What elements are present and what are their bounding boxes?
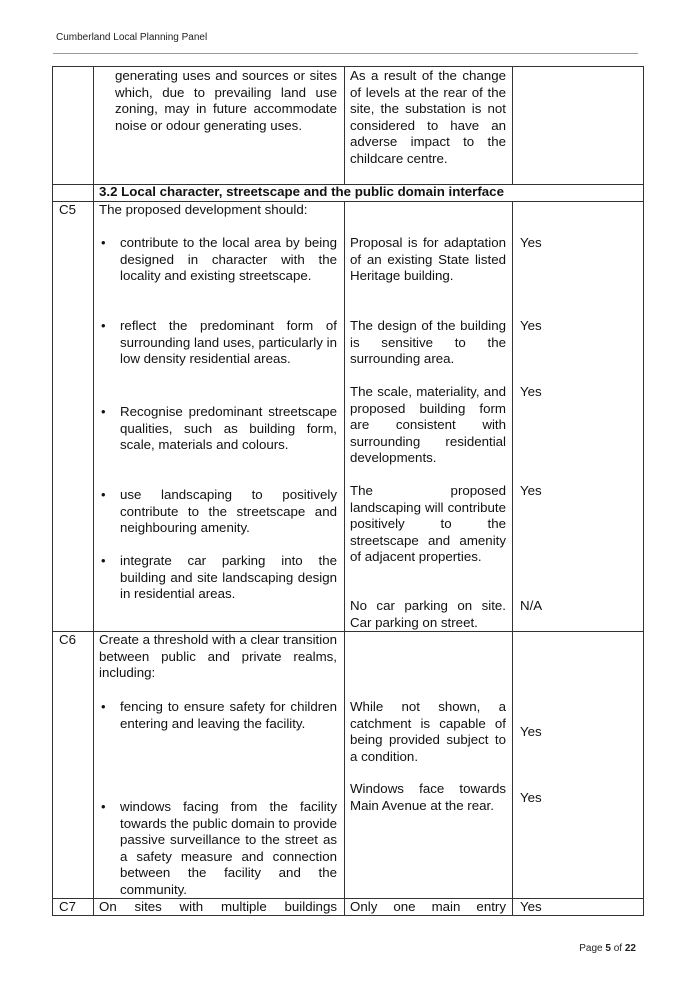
table-column-divider-3b	[512, 201, 513, 915]
c6-bullet-1: fencing to ensure safety for children entering and leaving the facility.	[120, 699, 337, 731]
page-number	[579, 943, 636, 954]
c5-bullet-2: reflect the predominant form of surrounding land uses, particularly in low density residential areas.	[120, 318, 337, 367]
c5-compliance-3: Yes	[520, 384, 542, 399]
c5-compliance-1: Yes	[520, 235, 542, 250]
row-id-c7: C7	[59, 899, 76, 914]
c6-bullet-2: windows facing from the facility towards the public domain to provide passive surveillance to the street as a safety measure and connection between the facility and the community.	[120, 799, 337, 897]
header-divider	[53, 53, 638, 54]
c5-comment-2: The design of the building is sensitive to the surrounding area.	[350, 318, 506, 367]
document-header: Cumberland Local Planning Panel	[56, 32, 208, 43]
c5-comment-5: No car parking on site. Car parking on street.	[350, 598, 506, 630]
bullet-icon: •	[101, 553, 106, 568]
bullet-icon: •	[101, 487, 106, 502]
c7-comment: Only one main entry	[350, 899, 506, 914]
section-heading: 3.2 Local character, streetscape and the public domain interface	[99, 184, 504, 199]
table-column-divider-2b	[344, 201, 345, 915]
total-pages: 22	[624, 943, 636, 954]
table-border-right	[643, 66, 644, 915]
c5-compliance-4: Yes	[520, 483, 542, 498]
continuation-comment: As a result of the change of levels at the rear of the site, the substation is not considered to have an adverse impact to the childcare centre.	[350, 68, 506, 166]
c5-compliance-2: Yes	[520, 318, 542, 333]
c5-comment-1: Proposal is for adaptation of an existing State listed Heritage building.	[350, 235, 506, 284]
c7-intro: On sites with multiple buildings	[99, 899, 337, 914]
c6-compliance-2: Yes	[520, 790, 542, 805]
c5-bullet-1: contribute to the local area by being designed in character with the locality and existing streetscape.	[120, 235, 337, 284]
c7-compliance: Yes	[520, 899, 542, 914]
c5-bullet-5: integrate car parking into the building and site landscaping design in residential areas.	[120, 553, 337, 602]
c5-comment-3: The scale, materiality, and proposed building form are consistent with surrounding residential developments.	[350, 384, 506, 466]
c6-compliance-1: Yes	[520, 724, 542, 739]
row-id-c5: C5	[59, 202, 76, 217]
continuation-requirement-text: generating uses and sources or sites which, due to prevailing land use zoning, may in future accommodate noise or odour generating uses.	[115, 68, 337, 133]
row-id-c6: C6	[59, 632, 76, 647]
page-of-label: of	[613, 943, 623, 954]
bullet-icon: •	[101, 318, 106, 333]
c6-comment-2: Windows face towards Main Avenue at the rear.	[350, 781, 506, 813]
c5-comment-4: The proposed landscaping will contribute positively to the streetscape and amenity of adjacent properties.	[350, 483, 506, 565]
table-border-left	[52, 66, 53, 915]
bullet-icon: •	[101, 404, 106, 419]
table-column-divider-2	[344, 66, 345, 184]
bullet-icon: •	[101, 235, 106, 250]
table-border-top	[52, 66, 644, 67]
c6-comment-1: While not shown, a catchment is capable of being provided subject to a condition.	[350, 699, 506, 764]
bullet-icon: •	[101, 699, 106, 714]
c5-compliance-5: N/A	[520, 598, 543, 613]
c6-intro: Create a threshold with a clear transition between public and private realms, including:	[99, 632, 337, 681]
current-page: 5	[605, 943, 611, 954]
table-column-divider-1	[93, 66, 94, 915]
c5-bullet-4: use landscaping to positively contribute to the streetscape and neighbouring amenity.	[120, 487, 337, 536]
bullet-icon: •	[101, 799, 106, 814]
c5-bullet-3: Recognise predominant streetscape qualities, such as building form, scale, materials and colours.	[120, 404, 337, 453]
table-column-divider-3	[512, 66, 513, 184]
page-label: Page	[579, 943, 603, 954]
c5-intro: The proposed development should:	[99, 202, 308, 217]
